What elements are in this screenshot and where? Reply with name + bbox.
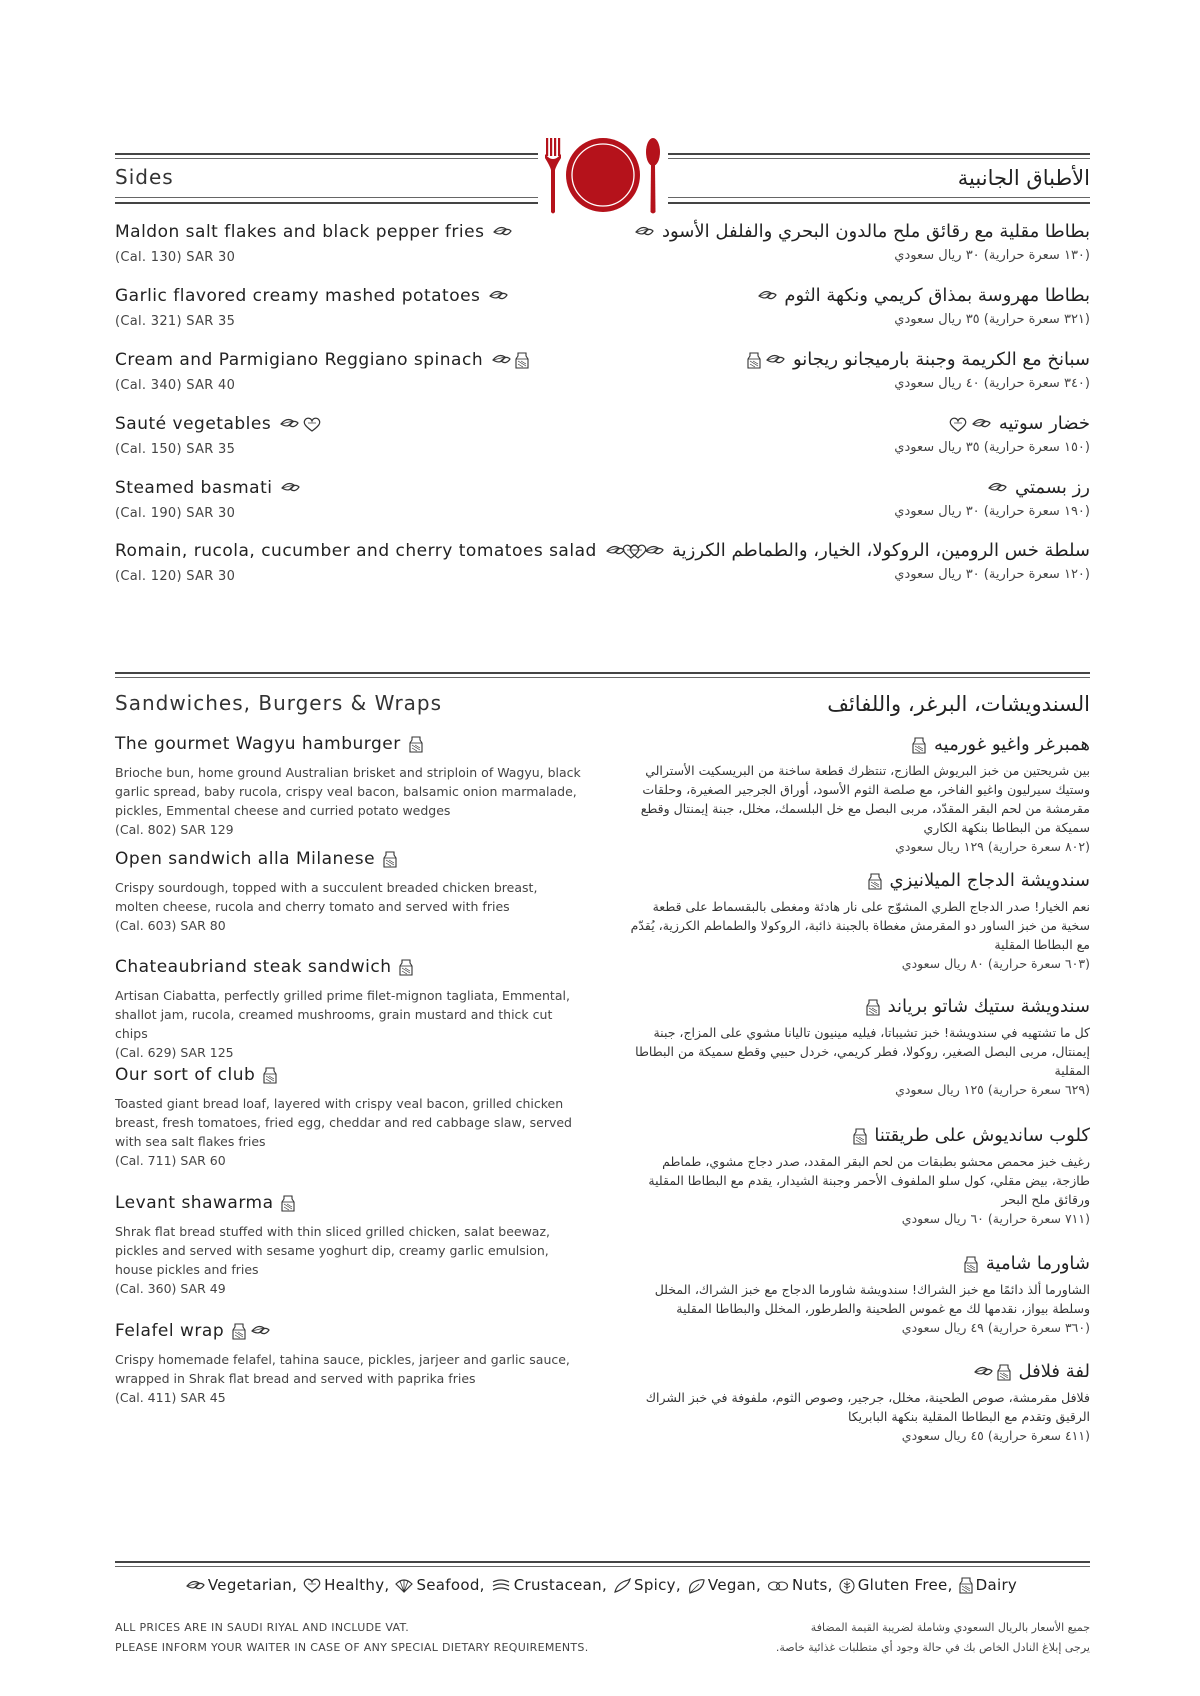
dairy-icon [263,1067,277,1084]
vegetarian-icon [644,544,664,558]
sandwich-name-row [115,1065,585,1085]
side-name-row [115,222,635,242]
vegetarian-icon [971,417,991,431]
sandwich-item-ar [620,870,1090,973]
side-name-row [115,414,635,434]
dairy-icon [853,1128,867,1145]
footer-ar-line2: يرجى إبلاغ النادل الخاص بك في حالة وجود أي متطلبات غذائية خاصة. [775,1641,1090,1654]
sandwich-name-row [115,849,585,869]
sandwich-desc-en: Brioche bun, home ground Australian brisket and striploin of Wagyu, black garlic spread, baby rucola, crispy veal bacon, balsamic onion marmalade, pickles, Emmental cheese and curried potato wedges [115,765,581,818]
sandwich-name-ar: همبرغر واغيو غورميه [933,734,1090,755]
spicy-icon [613,1578,631,1593]
dairy-icon [912,737,926,754]
dairy-icon [747,352,761,369]
side-price-ar: (٣٢١ سعرة حرارية) ٣٥ ريال سعودي [894,312,1090,327]
side-price-en: (Cal. 150) SAR 35 [115,442,236,457]
legend-label: Crustacean, [513,1576,608,1594]
restaurant-logo-icon [538,136,668,216]
sandwich-desc-ar: نعم الخيار! صدر الدجاج الطري المشوّج على نار هادئة ومغطى بالبقسماط على قطعة سخية من خبز الساور دو المقرمش مغطاة بالجبنة ذائبة، الروكولا والطماطم الكرزية، يُقدّم مع البطاطا المقلية [630,899,1090,952]
side-name-en: Sauté vegetables [115,414,272,434]
vegetarian-icon [757,289,777,303]
vegetarian-icon [987,481,1007,495]
healthy-icon [303,1578,321,1593]
side-name-row [115,541,635,561]
side-name-ar: سبانخ مع الكريمة وجبنة بارميجانو ريجانو [793,349,1090,370]
side-name-en: Steamed basmati [115,478,273,498]
sandwich-item-ar [620,996,1090,1099]
side-item-en [115,478,635,521]
sandwich-name-row [115,957,585,977]
sides-title-en: Sides [115,165,174,189]
dairy-icon [868,873,882,890]
sandwich-desc-ar: الشاورما ألذ دائمًا مع خبز الشراك! سندويشة شاورما الدجاج مع خبز الشراك، المخلل وسلطة بيواز، نقدمها لك مع غموس الطحينة والطرطور، المخلل والبطاطا المقلية [654,1282,1090,1316]
sandwich-name-en: Chateaubriand steak sandwich [115,957,392,977]
dairy-icon [383,851,397,868]
sandwich-item-ar [620,734,1090,856]
side-item-en [115,541,635,584]
side-name-en: Cream and Parmigiano Reggiano spinach [115,350,484,370]
footer-ar-line1: جميع الأسعار بالريال السعودي وشاملة لضريبة القيمة المضافة [810,1621,1090,1634]
legend-item [301,1576,389,1594]
sandwich-item-en [115,1193,585,1298]
footer-en-line2: PLEASE INFORM YOUR WAITER IN CASE OF ANY SPECIAL DIETARY REQUIREMENTS. [115,1641,589,1654]
side-price-en: (Cal. 120) SAR 30 [115,569,236,584]
vegetarian-icon [634,225,654,239]
side-item-en [115,222,635,265]
sandwich-name-row [115,734,585,754]
sandwiches-title-ar: السندويشات، البرغر، واللفائف [827,692,1090,716]
side-name-en: Garlic flavored creamy mashed potatoes [115,286,481,306]
sandwich-desc-ar: بين شريحتين من خبز البريوش الطازج، تنتظرك قطعة ساخنة من البريسكيت الأسترالي وستيك سيرليون واغيو الفاخر، مع صلصة الثوم الأسود، أوراق الجرجير الصغيرة، وحلقات مقرمشة من لحم البقر المقدّد، مربى البصل مع خل البلسمك، مخلل، جبنة إيمنتال وقطع سميكة من البطاطا بنكهة الكاري [640,763,1090,835]
side-item-en [115,414,635,457]
side-price-en: (Cal. 321) SAR 35 [115,314,236,329]
sandwiches-rule-inner [115,677,1090,678]
dairy-icon [232,1323,246,1340]
vegetarian-icon [488,289,508,303]
legend-rule-inner [115,1566,1090,1567]
sandwich-price-en: (Cal. 411) SAR 45 [115,1390,226,1405]
sandwich-name-row [115,1321,585,1341]
side-name-ar: بطاطا مهروسة بمذاق كريمي ونكهة الثوم [784,285,1090,306]
sandwich-item-en [115,1321,585,1407]
side-name-row-ar [570,349,1090,370]
legend-label: Spicy, [634,1576,681,1594]
sandwiches-title-en: Sandwiches, Burgers & Wraps [115,691,443,715]
sandwich-price-ar: (٤١١ سعرة حرارية) ٤٥ ريال سعودي [901,1428,1090,1443]
vegetarian-icon [250,1324,270,1338]
sandwich-item-ar [620,1253,1090,1337]
dairy-icon [997,1364,1011,1381]
legend-item [393,1576,484,1594]
vegetarian-icon [492,225,512,239]
sides-title-ar: الأطباق الجانبية [957,166,1090,190]
side-price-en: (Cal. 190) SAR 30 [115,506,236,521]
vegetarian-icon [973,1365,993,1379]
sandwich-price-en: (Cal. 711) SAR 60 [115,1153,226,1168]
legend-item [611,1576,681,1594]
side-name-ar: بطاطا مقلية مع رقائق ملح مالدون البحري والفلفل الأسود [661,221,1090,242]
legend-label: Nuts, [792,1576,833,1594]
sandwich-name-row-ar [620,870,1090,891]
healthy-icon [949,417,967,432]
side-price-ar: (١٥٠ سعرة حرارية) ٣٥ ريال سعودي [894,440,1090,455]
sandwich-name-ar: سندويشة الدجاج الميلانيزي [889,870,1090,891]
side-name-row [115,286,635,306]
sandwich-name-ar: كلوب سانديوش على طريقتنا [874,1125,1090,1146]
sandwich-price-en: (Cal. 629) SAR 125 [115,1045,234,1060]
sandwich-name-row-ar [620,1361,1090,1382]
sandwiches-rule [115,672,1090,674]
sandwich-desc-en: Toasted giant bread loaf, layered with crispy veal bacon, grilled chicken breast, fresh tomatoes, fried egg, cheddar and red cabbage slaw, served with sea salt flakes fries [115,1096,572,1149]
gluten-free-icon [839,1578,855,1594]
footer-ar [776,1618,1090,1658]
legend-item [183,1576,297,1594]
sandwich-item-ar [620,1125,1090,1228]
side-item-en [115,350,635,393]
dairy-icon [964,1256,978,1273]
nuts-icon [767,1579,789,1593]
seafood-icon [395,1578,413,1593]
side-price-ar: (١٢٠ سعرة حرارية) ٣٠ ريال سعودي [894,567,1090,582]
side-name-row-ar [570,285,1090,306]
side-name-ar: رز بسمتي [1014,477,1090,498]
side-name-ar: خضار سوتيه [998,413,1090,434]
side-price-en: (Cal. 340) SAR 40 [115,378,236,393]
side-name-en: Maldon salt flakes and black pepper fries [115,222,485,242]
vegetarian-icon [765,353,785,367]
footer-en [115,1618,589,1658]
sandwich-price-ar: (٨٠٢ سعرة حرارية) ١٢٩ ريال سعودي [895,839,1090,854]
side-item-en [115,286,635,329]
legend-item [489,1576,607,1594]
footer-en-line1: ALL PRICES ARE IN SAUDI RIYAL AND INCLUDE VAT. [115,1621,409,1634]
dairy-icon [515,352,529,369]
dairy-icon [399,959,413,976]
sandwich-item-ar [620,1361,1090,1445]
healthy-icon [303,417,321,432]
legend-item [685,1576,761,1594]
sandwich-name-en: Levant shawarma [115,1193,274,1213]
sandwich-price-ar: (٦٢٩ سعرة حرارية) ١٢٥ ريال سعودي [895,1082,1090,1097]
sandwich-name-row-ar [620,734,1090,755]
sandwich-price-en: (Cal. 360) SAR 49 [115,1281,226,1296]
legend-label: Seafood, [416,1576,485,1594]
sandwich-desc-en: Crispy homemade felafel, tahina sauce, pickles, jarjeer and garlic sauce, wrapped in Shrak flat bread and served with paprika fries [115,1352,570,1386]
healthy-icon [622,544,640,559]
side-name-en: Romain, rucola, cucumber and cherry tomatoes salad [115,541,597,561]
vegetarian-icon [185,1579,205,1593]
sandwich-name-en: Open sandwich alla Milanese [115,849,376,869]
side-item-ar [570,477,1090,519]
side-price-en: (Cal. 130) SAR 30 [115,250,236,265]
vegetarian-icon [280,481,300,495]
sandwich-name-row-ar [620,1253,1090,1274]
sandwich-desc-ar: رغيف خبز محمص محشو بطبقات من لحم البقر المقدد، صدر دجاج مشوي، طماطم طازجة، بيض مقلي، كول سلو الملفوف الأحمر وجبنة الشيدار، يقدم مع البطاطا المقلية ورقائق ملح البحر [648,1154,1090,1207]
side-name-row [115,350,635,370]
sandwich-desc-ar: كل ما تشتهيه في سندويشة! خبز تشيباتا، فيليه مينيون تاليانا مشوي على المزاج، جبنة إيمنتال، مربى البصل الصغير، روكولا، فطر كريمي، خردل حبيي وقطع سميكة من البطاطا المقلية [635,1025,1090,1078]
legend-item [837,1576,953,1594]
legend-rule [115,1561,1090,1563]
sandwich-name-en: The gourmet Wagyu hamburger [115,734,401,754]
sandwich-item-en [115,734,585,839]
side-item-ar [570,349,1090,391]
dietary-legend [0,1576,1200,1594]
sandwich-name-ar: سندويشة ستيك شاتو برياند [887,996,1090,1017]
side-name-row-ar [570,477,1090,498]
sandwich-desc-ar: فلافل مقرمشة، صوص الطحينة، مخلل، جرجير، وصوص الثوم، ملفوفة في خبز الشراك الرقيق وتقدم مع البطاطا المقلية بنكهة البابريكا [645,1390,1090,1424]
side-name-row-ar [570,413,1090,434]
side-name-row [115,478,635,498]
sandwich-name-row-ar [620,996,1090,1017]
sandwich-name-en: Our sort of club [115,1065,256,1085]
vegetarian-icon [279,417,299,431]
sandwich-item-en [115,1065,585,1170]
sandwich-name-row [115,1193,585,1213]
legend-item [957,1576,1017,1594]
sandwich-item-en [115,849,585,935]
side-name-row-ar [570,540,1090,561]
sandwich-price-ar: (٣٦٠ سعرة حرارية) ٤٩ ريال سعودي [901,1320,1090,1335]
side-price-ar: (١٩٠ سعرة حرارية) ٣٠ ريال سعودي [894,504,1090,519]
vegan-icon [687,1578,705,1594]
legend-label: Gluten Free, [857,1576,953,1594]
sandwich-name-row-ar [620,1125,1090,1146]
sandwich-item-en [115,957,585,1062]
sandwich-price-en: (Cal. 603) SAR 80 [115,918,226,933]
sandwich-desc-en: Shrak flat bread stuffed with thin sliced grilled chicken, salat beewaz, pickles and served with sesame yoghurt dip, creamy garlic emulsion, house pickles and fries [115,1224,550,1277]
dairy-icon [866,999,880,1016]
sandwich-name-ar: لفة فلافل [1018,1361,1090,1382]
sandwich-desc-en: Artisan Ciabatta, perfectly grilled prime filet-mignon tagliata, Emmental, shallot jam, rucola, creamed mushrooms, grain mustard and thick cut chips [115,988,570,1041]
side-item-ar [570,285,1090,327]
legend-label: Healthy, [324,1576,390,1594]
crustacean-icon [491,1578,511,1593]
sandwich-name-en: Felafel wrap [115,1321,225,1341]
dairy-icon [409,736,423,753]
sandwich-price-ar: (٦٠٣ سعرة حرارية) ٨٠ ريال سعودي [901,956,1090,971]
dairy-icon [281,1195,295,1212]
side-price-ar: (٣٤٠ سعرة حرارية) ٤٠ ريال سعودي [894,376,1090,391]
sandwich-price-en: (Cal. 802) SAR 129 [115,822,234,837]
side-item-ar [570,540,1090,582]
vegetarian-icon [491,353,511,367]
side-name-row-ar [570,221,1090,242]
legend-label: Vegan, [707,1576,762,1594]
sandwich-desc-en: Crispy sourdough, topped with a succulent breaded chicken breast, molten cheese, rucola and cherry tomato and served with fries [115,880,538,914]
side-price-ar: (١٣٠ سعرة حرارية) ٣٠ ريال سعودي [894,248,1090,263]
sandwich-name-ar: شاورما شامية [985,1253,1090,1274]
legend-item [765,1576,833,1594]
sandwich-price-ar: (٧١١ سعرة حرارية) ٦٠ ريال سعودي [901,1211,1090,1226]
side-item-ar [570,221,1090,263]
side-name-ar: سلطة خس الرومين، الروكولا، الخيار، والطماطم الكرزية [672,540,1090,561]
dairy-icon [959,1577,973,1594]
legend-label: Dairy [975,1576,1018,1594]
side-item-ar [570,413,1090,455]
legend-label: Vegetarian, [207,1576,298,1594]
